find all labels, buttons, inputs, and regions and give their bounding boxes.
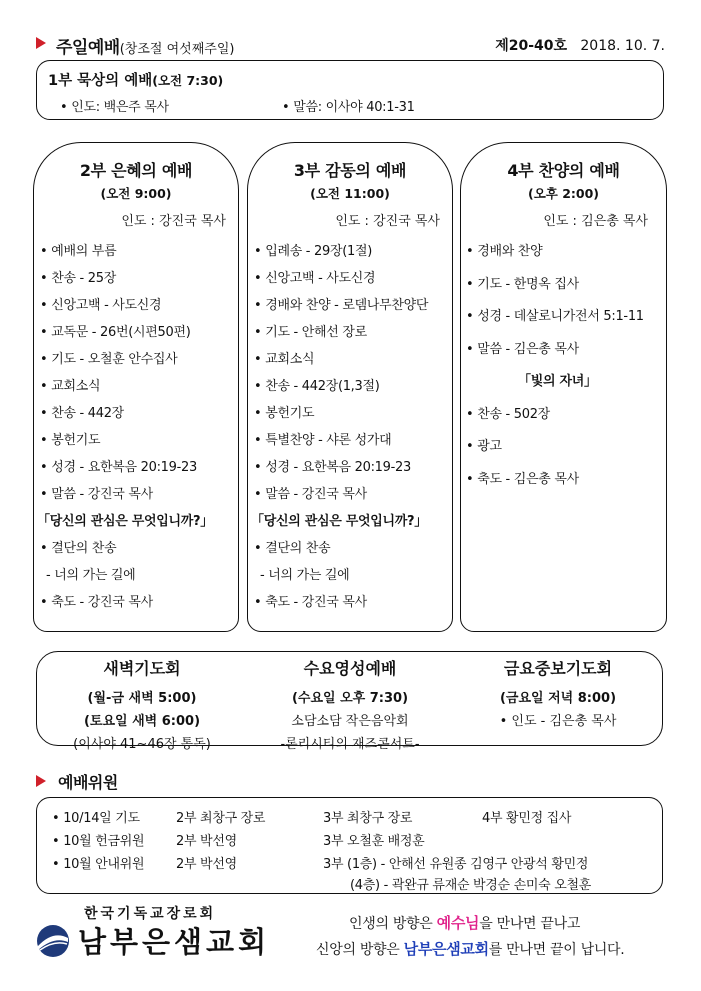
denomination-name: 한국기독교장로회 [84,906,217,922]
friday-prayer-leader: • 인도 - 김은총 목사 [499,714,617,729]
order-item: • 말씀 - 김은총 목사 [466,341,579,357]
order-item: • 기도 - 안해선 장로 [254,325,367,340]
footer-slogan-line2 [316,938,624,959]
service3-leader: 인도 : 강진국 목사 [335,214,440,229]
wednesday-service-event: 소담소담 작은음악회 [291,714,409,729]
wednesday-service-section [250,656,450,752]
dawn-prayer-section [42,656,242,752]
friday-prayer-time: (금요일 저녁 8:00) [499,691,617,706]
committee-title: 예배위원 [58,773,118,792]
usher-committee-3rd-floor1: 3부 (1층) - 안해선 유원종 김영구 안광석 황민정 [323,857,589,872]
church-logo-icon [36,924,70,958]
usher-committee-3rd-floor4: (4층) - 곽완규 류재순 박경순 손미숙 오철훈 [350,878,592,893]
order-item: • 찬송 - 442장 [40,406,124,421]
dawn-prayer-weekday-time: (월-금 새벽 5:00) [87,691,197,706]
order-item: • 찬송 - 442장(1,3절) [254,379,380,394]
order-item: • 예배의 부름 [40,244,117,259]
service1-heading [48,69,223,90]
order-item: • 봉헌기도 [254,406,315,421]
friday-prayer-section [458,656,658,729]
order-item: • 말씀 - 강진국 목사 [40,487,153,502]
order-item: • 찬송 - 25장 [40,271,116,286]
prayer-duty-label: • 10/14일 기도 [52,811,140,826]
order-item: • 봉헌기도 [40,433,101,448]
wednesday-service-time: (수요일 오후 7:30) [291,691,409,706]
service1-scripture: • 말씀: 이사야 40:1-31 [282,100,415,115]
order-item: • 성경 - 요한복음 20:19-23 [40,460,197,475]
sermon-title: 「당신의 관심은 무엇입니까?」 [37,514,213,529]
prayer-duty-2nd: 2부 최창구 장로 [176,811,266,826]
offering-committee-label: • 10월 헌금위원 [52,834,145,849]
order-item: • 축도 - 강진국 목사 [40,595,153,610]
page-subtitle: (창조절 여섯째주일) [119,42,235,57]
wednesday-service-event-sub: -론리시티의 재즈콘서트- [280,737,420,752]
order-item: • 신앙고백 - 사도신경 [254,271,376,286]
issue-number: 제20-40호 [495,38,568,54]
page-title: 주일예배 [56,38,120,58]
order-item: • 입례송 - 29장(1절) [254,244,373,259]
order-item: • 성경 - 요한복음 20:19-23 [254,460,411,475]
offering-committee-3rd: 3부 오철훈 배정훈 [323,834,425,849]
slogan1-part1: 인생의 방향은 [349,916,437,932]
header-arrow-icon [36,37,46,49]
order-item: • 결단의 찬송 [40,541,117,556]
order-item: • 광고 [466,439,502,454]
slogan1-part3: 을 만나면 끝나고 [479,916,581,932]
header-title-group [56,33,234,58]
order-item: • 기도 - 한명옥 집사 [466,276,579,292]
church-name: 남부은샘교회 [78,925,271,959]
order-item: • 결단의 찬송 [254,541,331,556]
footer-slogan-line1 [349,912,580,933]
bulletin-date: 2018. 10. 7. [580,38,665,54]
service2-leader: 인도 : 강진국 목사 [121,214,226,229]
order-item: - 너의 가는 길에 [260,568,350,583]
order-item: • 교회소식 [254,352,315,367]
order-item: • 신앙고백 - 사도신경 [40,298,162,313]
service4-leader: 인도 : 김은총 목사 [543,214,648,229]
dawn-prayer-saturday-time: (토요일 새벽 6:00) [83,714,201,729]
service1-time: (오전 7:30) [152,73,224,88]
slogan2-highlight: 남부은샘교회 [403,940,489,958]
slogan2-part1: 신앙의 방향은 [316,942,404,958]
usher-committee-2nd: 2부 박선영 [176,857,237,872]
prayer-duty-4th: 4부 황민정 집사 [482,811,572,826]
order-item: • 축도 - 강진국 목사 [254,595,367,610]
issue-date [495,35,665,55]
dawn-prayer-title: 새벽기도회 [103,659,181,678]
service2-title: 2부 은혜의 예배 [79,161,193,180]
order-item: • 특별찬양 - 샤론 성가대 [254,433,392,448]
offering-committee-2nd: 2부 박선영 [176,834,237,849]
order-item: • 말씀 - 강진국 목사 [254,487,367,502]
sermon-title: 「당신의 관심은 무엇입니까?」 [251,514,427,529]
service3-time: (오전 11:00) [310,186,390,201]
slogan1-highlight: 예수님 [436,914,480,932]
wednesday-service-title: 수요영성예배 [303,659,397,678]
usher-committee-label: • 10월 안내위원 [52,857,145,872]
order-item: • 기도 - 오철훈 안수집사 [40,352,178,367]
order-item: • 성경 - 데살로니가전서 5:1-11 [466,309,644,324]
service1-title: 1부 묵상의 예배 [48,73,153,89]
dawn-prayer-reading: (이사야 41~46장 통독) [73,737,211,752]
service4-time: (오후 2:00) [527,186,600,201]
sermon-title: 「빛의 자녀」 [518,374,597,389]
order-item: • 경배와 찬양 - 로뎀나무찬양단 [254,298,429,313]
order-item: - 너의 가는 길에 [46,568,136,583]
order-item: • 축도 - 김은총 목사 [466,471,579,487]
order-item: • 경배와 찬양 [466,244,543,259]
service2-time: (오전 9:00) [100,186,172,201]
committee-arrow-icon [36,775,46,787]
service4-title: 4부 찬양의 예배 [507,161,620,180]
order-item: • 교독문 - 26번(시편50편) [40,325,191,340]
slogan2-part3: 를 만나면 끝이 납니다. [488,942,625,958]
service3-title: 3부 감동의 예배 [293,161,407,180]
service1-leader: • 인도: 백은주 목사 [60,100,169,115]
order-item: • 찬송 - 502장 [466,406,550,422]
prayer-duty-3rd: 3부 최창구 장로 [323,811,413,826]
order-item: • 교회소식 [40,379,101,394]
friday-prayer-title: 금요중보기도회 [503,659,613,678]
